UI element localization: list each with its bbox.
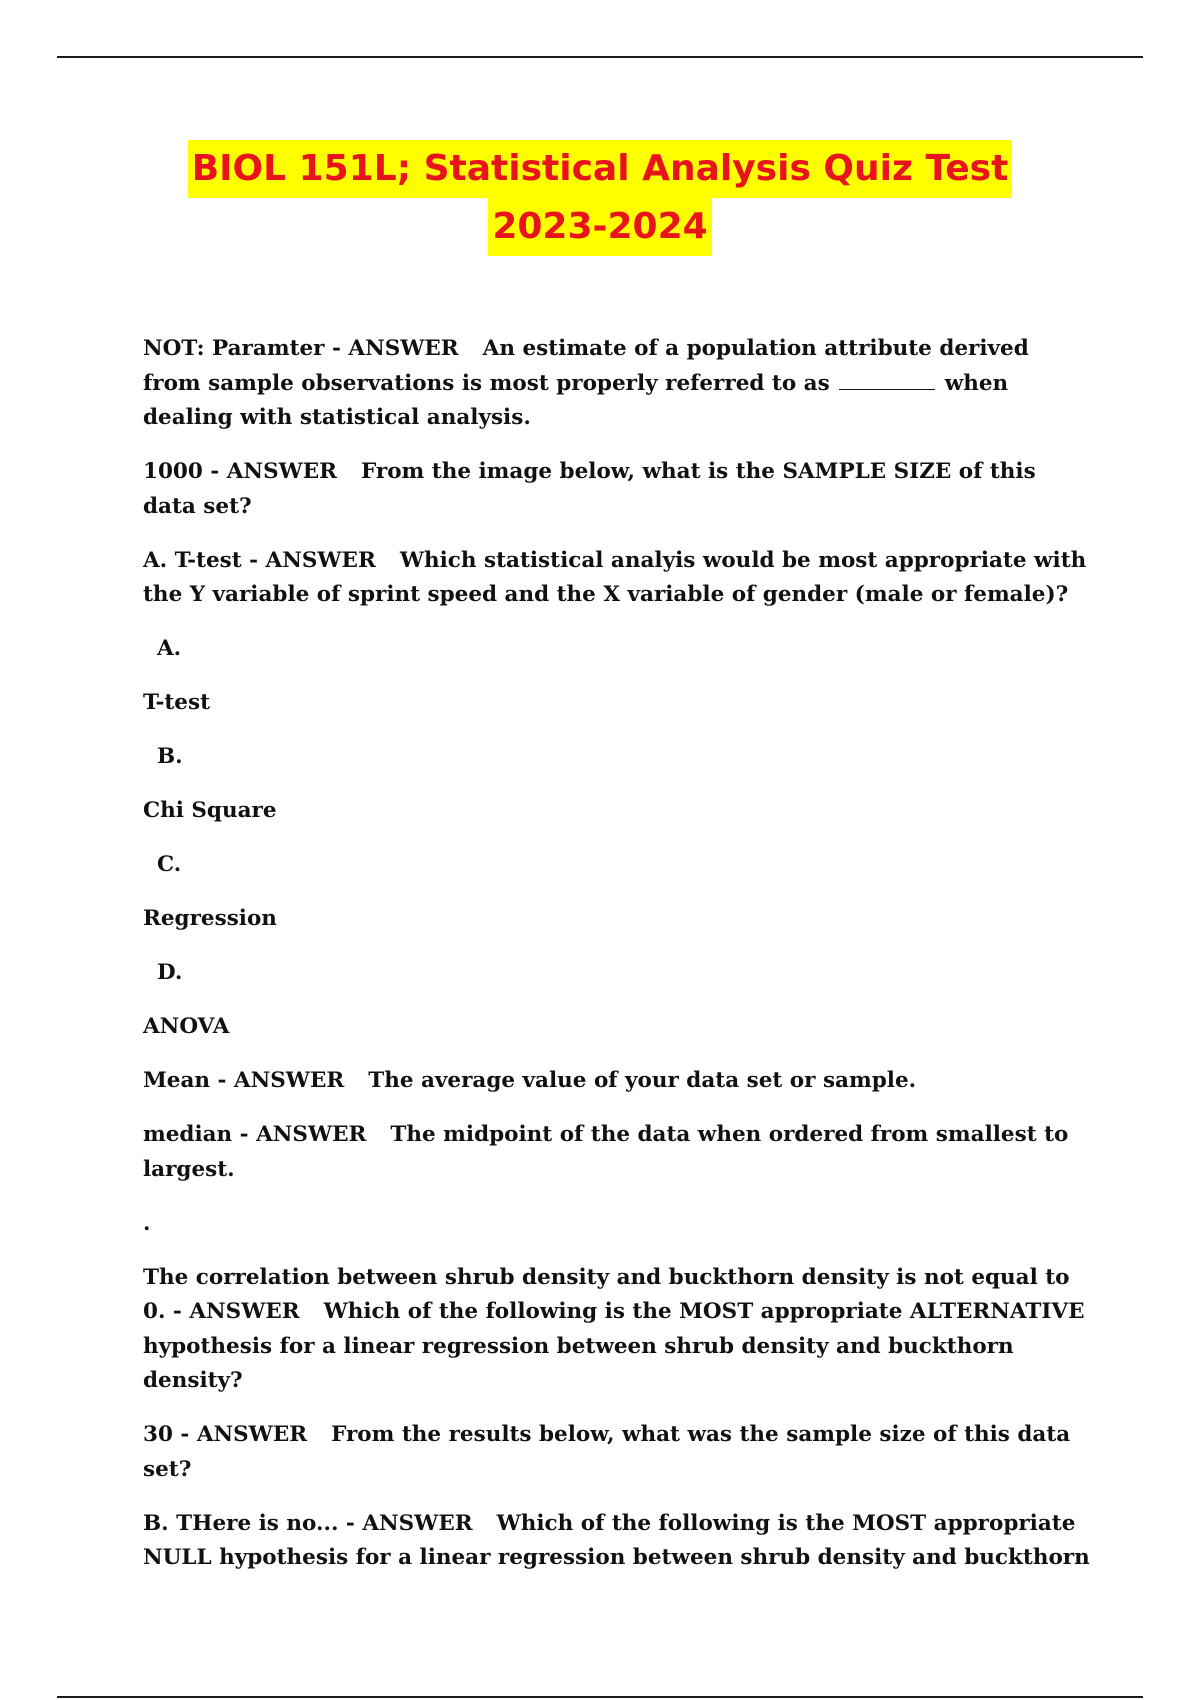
option-letter-b: B. <box>157 744 183 769</box>
qa-item-6 <box>143 1261 1093 1399</box>
qa-item-7 <box>143 1418 1093 1487</box>
answer-text: Mean - ANSWER <box>143 1068 345 1093</box>
option-letter-a: A. <box>157 636 182 661</box>
question-text: An estimate of a population attribute derived from sample observations is most properly referred to as <box>143 336 1029 396</box>
option-letter-c: C. <box>157 852 182 877</box>
footer-rule <box>57 1696 1143 1698</box>
question-text: The average value of your data set or sample. <box>368 1068 917 1093</box>
option-text-c: Regression <box>143 906 277 931</box>
option-text-d: ANOVA <box>143 1014 230 1039</box>
question-text: From the image below, what is the SAMPLE SIZE of this data set? <box>143 459 1036 519</box>
quiz-content <box>143 332 1093 1595</box>
qa-item-8 <box>143 1507 1093 1576</box>
option-letter-d: D. <box>157 960 183 985</box>
fill-in-blank <box>839 388 935 390</box>
answer-text: The correlation between shrub density and buckthorn density is not equal to 0. - ANSWER <box>143 1264 1070 1324</box>
qa-item-5 <box>143 1118 1093 1187</box>
answer-text: median - ANSWER <box>143 1122 367 1147</box>
answer-text: B. THere is no... - ANSWER <box>143 1510 473 1536</box>
question-text: Which statistical analyis would be most appropriate with the Y variable of sprint speed and the X variable of gender (male or female)? <box>143 547 1087 607</box>
question-text-cont: when dealing with statistical analysis. <box>143 370 1009 430</box>
answer-text: NOT: Paramter - ANSWER <box>143 336 459 361</box>
question-text: Which of the following is the MOST appropriate ALTERNATIVE hypothesis for a linear regression between shrub density and buckthorn density? <box>143 1299 1085 1393</box>
title-line-2: 2023-2024 <box>488 198 711 256</box>
title-line-1: BIOL 151L; Statistical Analysis Quiz Test <box>188 140 1013 198</box>
question-text: Which of the following is the MOST appropriate NULL hypothesis for a linear regression between shrub density and buckthorn <box>143 1510 1090 1570</box>
answer-text: A. T-test - ANSWER <box>143 547 376 573</box>
option-text-a: T-test <box>143 690 211 715</box>
qa-item-1 <box>143 332 1093 436</box>
answer-text: 30 - ANSWER <box>143 1422 308 1447</box>
header-rule <box>57 56 1143 58</box>
answer-text: 1000 - ANSWER <box>143 459 337 484</box>
question-text: From the results below, what was the sample size of this data set? <box>143 1422 1071 1482</box>
document-title <box>0 140 1200 256</box>
qa-item-2 <box>143 455 1093 524</box>
qa-item-3 <box>143 544 1093 613</box>
question-text: The midpoint of the data when ordered from smallest to largest. <box>143 1122 1069 1182</box>
option-text-b: Chi Square <box>143 798 277 823</box>
separator-dot: . <box>143 1210 151 1236</box>
qa-item-4 <box>143 1064 1093 1099</box>
